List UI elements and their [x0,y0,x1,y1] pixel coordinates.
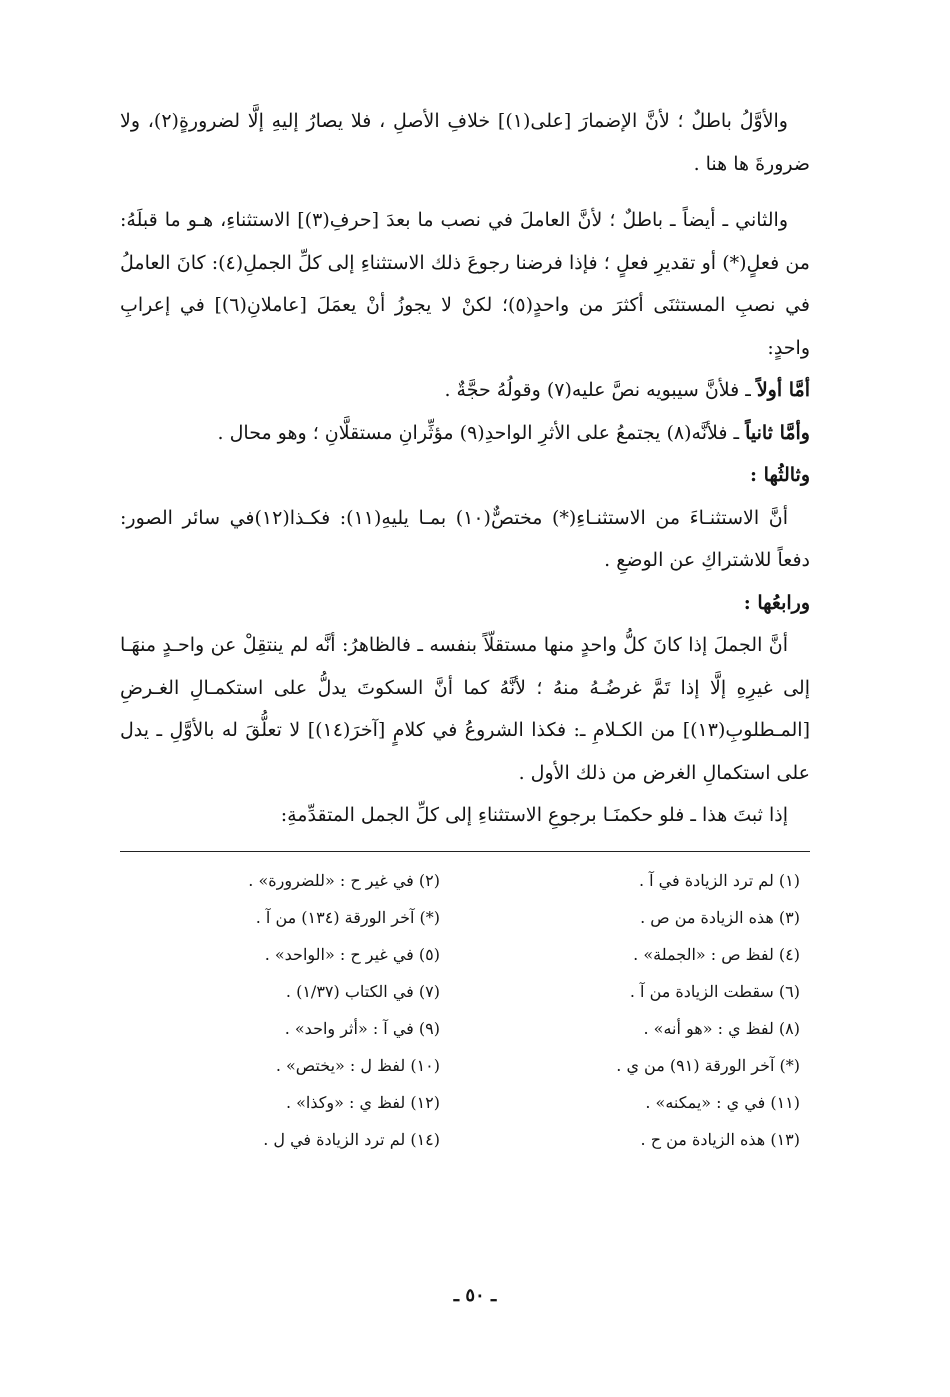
page-body [120,100,810,1158]
footnote: (١٠) لفظ ل : «يختص» . [275,1055,440,1075]
paragraph-third-argument: أنَّ الاستثنـاءَ من الاستثنـاءِ(*) مختصٌّ(١٠) بمـا يليهِ(١١): فكـذا(١٢)في سائر الصور: دفعاً للاشتراكِ عن الوضعِ . [120,506,810,571]
footnote: (*) آخر الورقة (١٣٤) من آ . [255,907,440,927]
paragraph-first-reason [120,369,810,412]
footnote: (١٢) لفظ ي : «وكذا» . [285,1092,440,1112]
footnote: (١) لم ترد الزيادة في آ . [638,870,800,890]
footnote-divider [120,851,810,852]
heading-fourth: ورابعُها : [743,591,810,614]
footnote: (*) آخر الورقة (٩١) من ي . [616,1055,800,1075]
footnote: (٩) في آ : «أثر واحد» . [284,1018,440,1038]
footnote: (١٣) هذه الزيادة من ح . [640,1129,800,1149]
footnote: (٣) هذه الزيادة من ص . [640,907,800,927]
page-number: ـ ٥٠ ـ [453,1285,497,1306]
footnote: (٦) سقطت الزيادة من آ . [629,981,800,1001]
paragraph-first-claim: والأوَّلُ باطلٌ ؛ لأنَّ الإضمارَ [على(١)] خلافِ الأصلِ ، فلا يصارُ إليهِ إلَّا لضرورةٍ(٢)، ولا ضرورةَ ها هنا . [120,110,810,175]
footnote: (٥) في غير ح : «الواحد» . [264,944,440,964]
paragraph-second-claim: والثاني ـ أيضاً ـ باطلٌ ؛ لأنَّ العاملَ في نصب ما بعدَ [حرفِ(٣)] الاستثناءِ، هـو ما قبلَهُ: من فعلٍ(*) أو تقديرِ فعلٍ ؛ فإذا فرضنا رجوعَ ذلك الاستثناءِ إلى كلِّ الجملِ(٤): كانَ العاملُ في نصبِ المستثنَى أكثرَ من واحدٍ(٥)؛ لكنْ لا يجوزُ أنْ يعمَلَ [عاملانِ(٦)] في إعرابِ واحدٍ: [120,209,810,359]
footnotes [120,862,810,1158]
footnote: (٢) في غير ح : «للضرورة» . [248,870,440,890]
footnote: (٨) لفظ ي : «هو أنه» . [643,1018,800,1038]
second-reason-text: وأمَّا ثانياً ـ فلأنَّه(٨) يجتمعُ على الأثرِ الواحدِ(٩) مؤثِّرانِ مستقلَّانِ ؛ وهو محال . [217,421,810,444]
footnote: (١١) في ي : «يمكنه» . [645,1092,800,1112]
paragraph-conclusion: إذا ثبتَ هذا ـ فلو حكمنَـا برجوعِ الاستثناءِ إلى كلِّ الجمل المتقدِّمةِ: [280,804,788,826]
paragraph-second-reason [120,412,810,455]
footnote: (١٤) لم ترد الزيادة في ل . [263,1129,440,1149]
footnote: (٤) لفظ ص : «الجملة» . [633,944,800,964]
heading-third: وثالثُها : [750,464,810,486]
paragraph-fourth-argument: أنَّ الجملَ إذا كانَ كلُّ واحدٍ منها مستقلّاً بنفسه ـ فالظاهرُ: أنَّه لم ينتقِلْ عن واحـدٍ منهَـا إلى غيرِهِ إلَّا إذا تَمَّ غرضُـهُ منهُ ؛ لأنَّهُ كما أنَّ السكوتَ يدلُّ على استكمـالِ الغـرضِ [المـطلوبِ(١٣)] من الكـلامِ ـ: فكذا الشروعُ في كلامٍ [آخرَ(١٤)] لا تعلُّقَ له بالأوَّلِ ـ يدل على استكمالِ الغرض من ذلك الأول . [120,634,810,784]
first-reason-text: أمَّا أولاً ـ فلأنَّ سيبويه نصَّ عليه(٧) وقولُهُ حجَّةٌ . [444,379,810,401]
footnote: (٧) في الكتاب (١/٣٧) . [285,981,440,1001]
